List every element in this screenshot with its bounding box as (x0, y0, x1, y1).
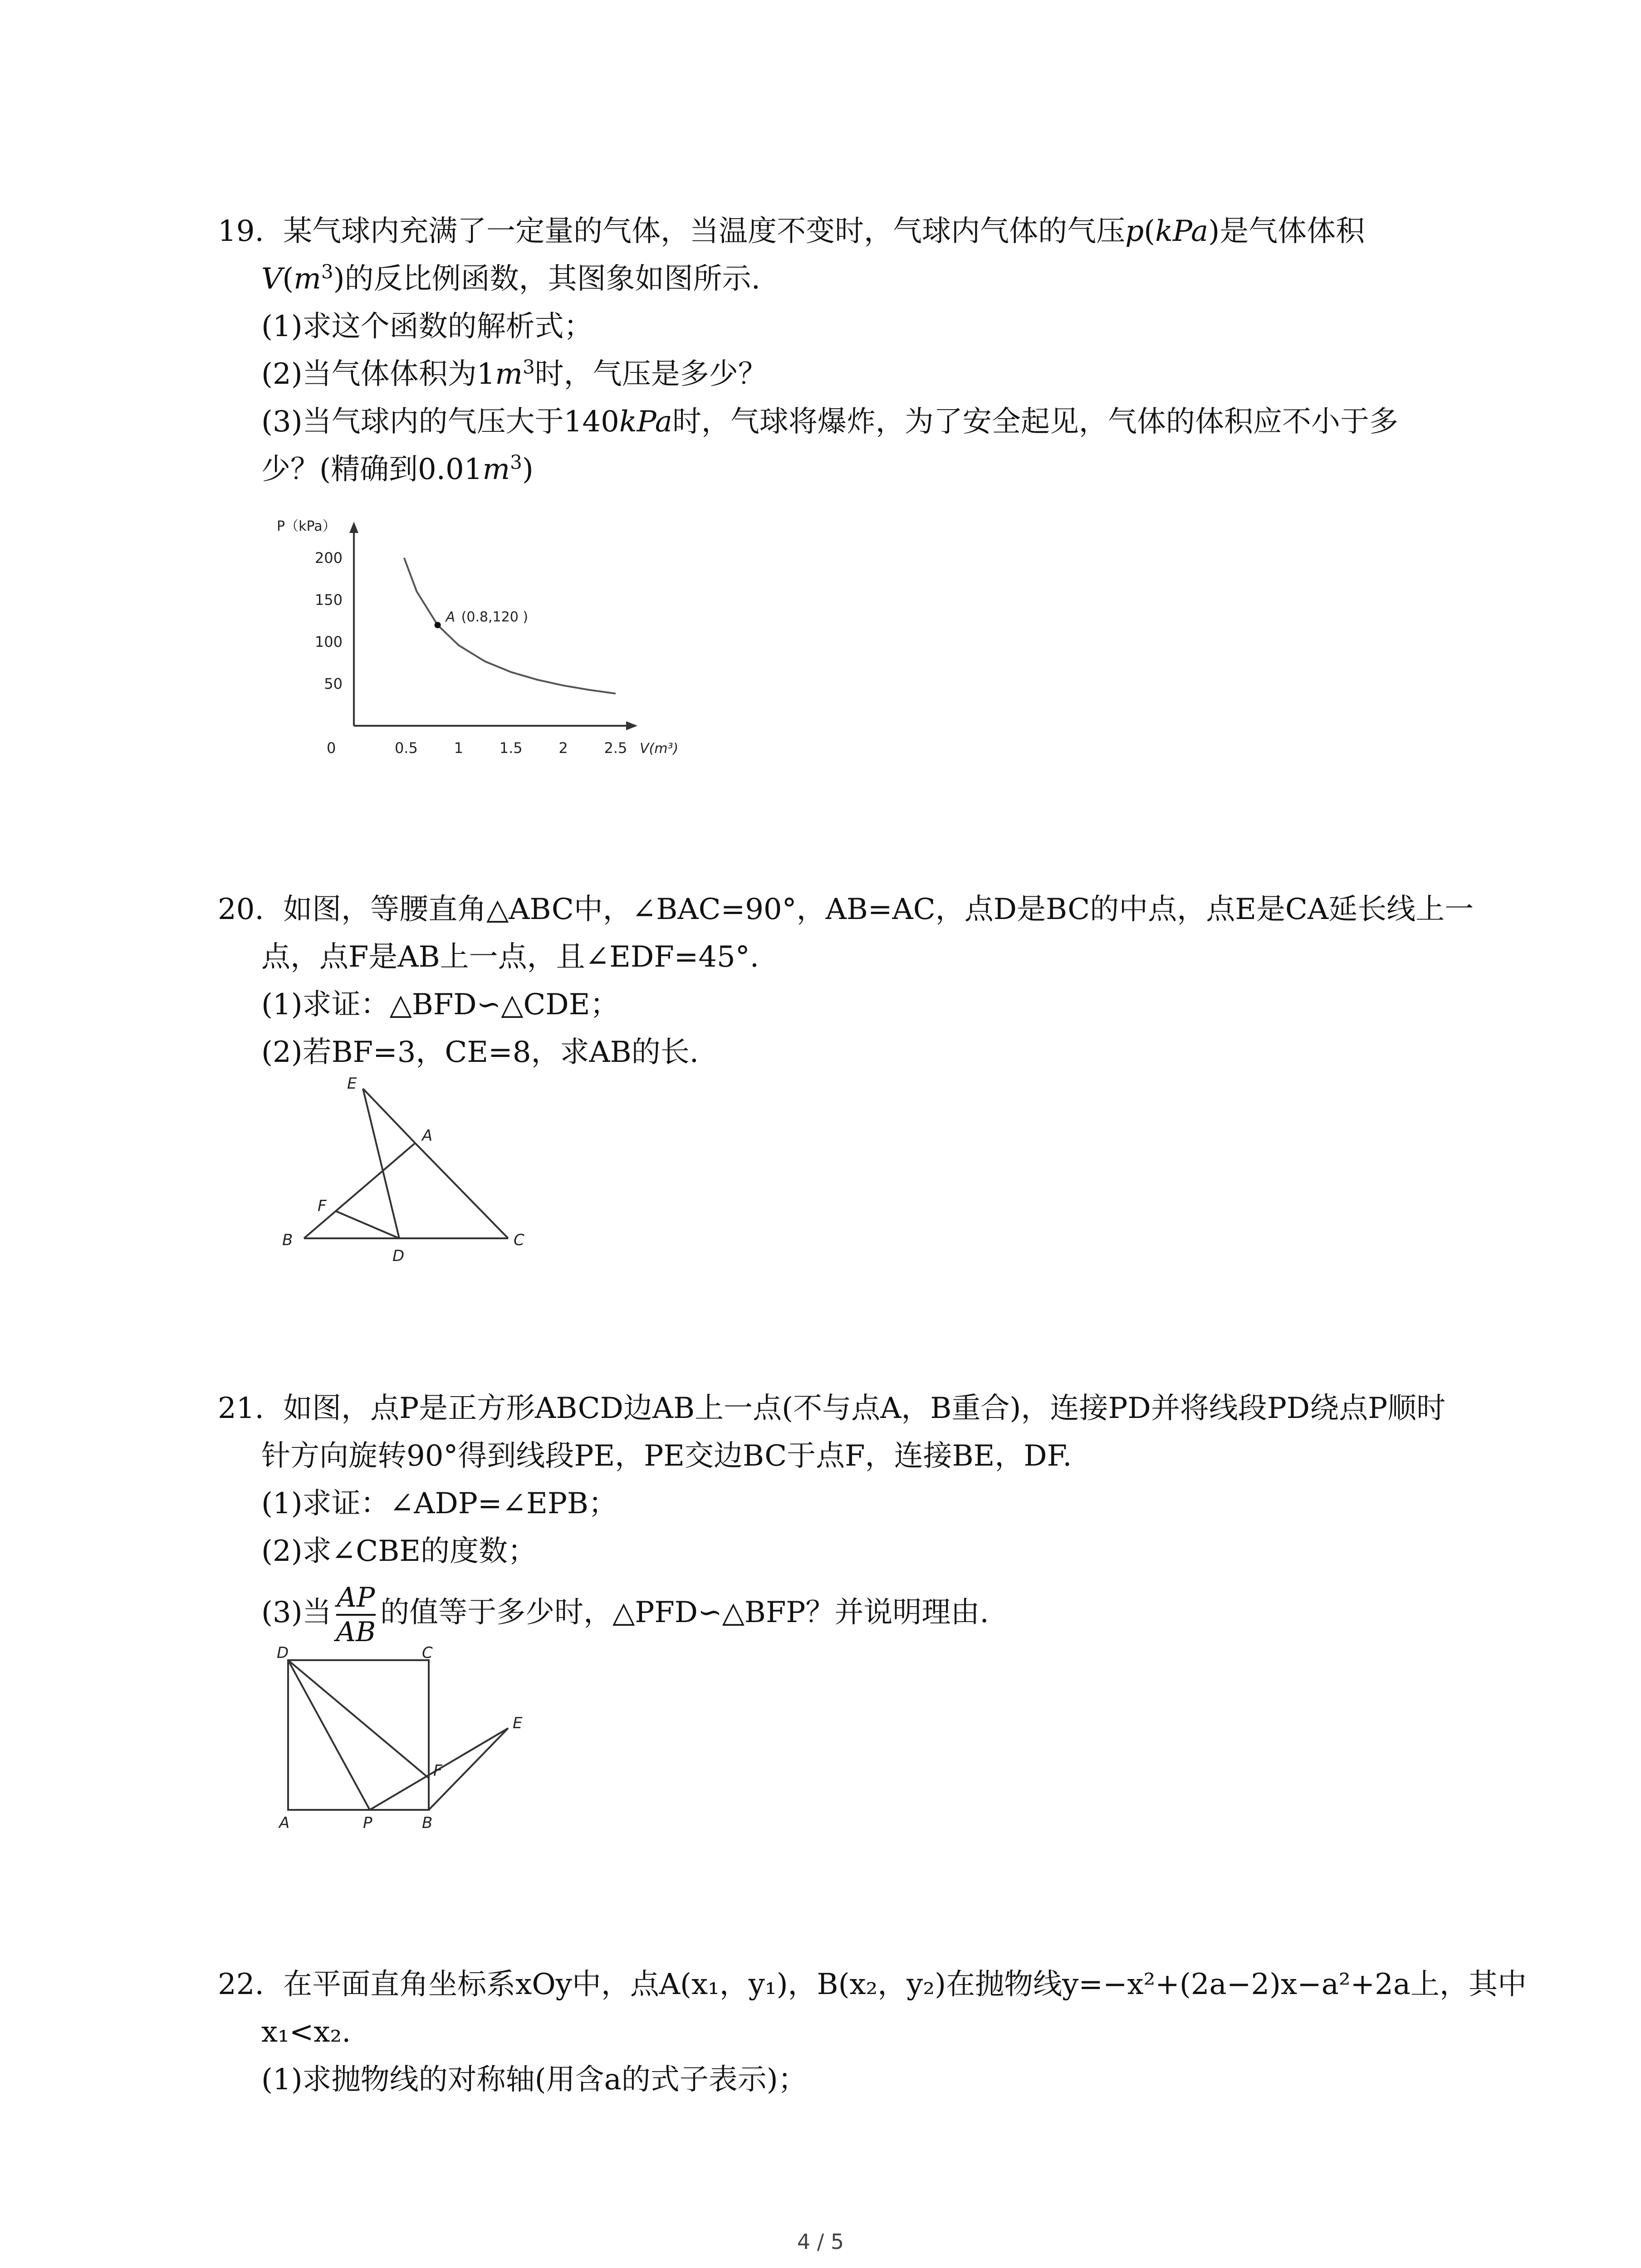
segment-ac (415, 1143, 508, 1238)
label-a: A (279, 1814, 290, 1832)
y-tick-label: 150 (314, 591, 343, 609)
triangle-figure (272, 1075, 544, 1270)
page-number: 4 / 5 (797, 2229, 844, 2254)
y-tick-label: 200 (314, 549, 343, 567)
chart-point-a (435, 609, 528, 628)
x-tick-label: 0.5 (394, 739, 418, 757)
problem-20-q2: (2)若BF=3，CE=8，求AB的长. (261, 1036, 699, 1069)
segment-df (288, 1660, 429, 1778)
problem-19-q3: (3)当气球内的气压大于140kPa时，气球将爆炸，为了安全起见，气体的体积应不小于多 (261, 405, 1398, 439)
label-c: C (514, 1231, 524, 1249)
x-tick-label: 2.5 (604, 739, 627, 757)
problem-21-q1: (1)求证：∠ADP=∠EPB； (261, 1487, 617, 1520)
y-axis-arrow (349, 522, 358, 533)
x-tick-label: 2 (558, 739, 568, 757)
label-f: F (318, 1197, 327, 1215)
label-b: B (422, 1814, 433, 1832)
y-tick-label: 50 (324, 675, 343, 693)
problem-22-line-1: 22. 在平面直角坐标系xOy中，点A(x₁，y₁)，B(x₂，y₂)在抛物线y=−x²+(2a−2)x−a²+2a上，其中 (218, 1968, 1527, 2001)
problem-22-q1: (1)求抛物线的对称轴(用含a的式子表示)； (261, 2063, 807, 2097)
point-a-marker (435, 622, 441, 628)
chart-axes (349, 522, 637, 730)
fraction-ap-ab: $\frac{AP}{AB}$ (336, 1581, 376, 1648)
problem-19-q3-cont: 少？(精确到$0.01m^3$) (261, 451, 534, 486)
segment-ae (363, 1089, 415, 1143)
segment-fd (336, 1211, 399, 1238)
problem-21-line-2: 针方向旋转90°得到线段PE，PE交边BC于点F，连接BE，DF. (261, 1439, 1072, 1473)
segment-dp (288, 1660, 370, 1810)
problem-20-line-2: 点，点F是AB上一点，且∠EDF=45°. (261, 940, 759, 974)
problem-20-line-1: 20. 如图，等腰直角△ABC中，∠BAC=90°，AB=AC，点D是BC的中点，点E是CA延长线上一 (218, 893, 1474, 926)
x-tick-label: 1 (454, 739, 463, 757)
problem-number: 20. (218, 893, 264, 926)
problem-19-q2: (2)当气体体积为$1m^3$时，气压是多少？ (261, 356, 767, 391)
problem-21-q3: (3)当 $\frac{AP}{AB}$ 的值等于多少时，△PFD∽△BFP？并说明理由. (261, 1581, 989, 1648)
origin-label: 0 (327, 739, 336, 757)
label-d: D (392, 1247, 405, 1265)
problem-20-q1: (1)求证：△BFD∽△CDE； (261, 988, 619, 1022)
x-tick-label: 1.5 (499, 739, 523, 757)
y-axis-label: P（kPa） (277, 518, 336, 534)
label-e: E (347, 1075, 357, 1093)
problem-21-q2: (2)求∠CBE的度数； (261, 1535, 537, 1568)
point-a-label: A (446, 609, 456, 625)
label-f: F (433, 1762, 442, 1780)
chart-tick-labels (277, 518, 678, 757)
problem-22-line-2: x₁<x₂. (261, 2015, 351, 2049)
pressure-volume-chart (272, 513, 679, 776)
problem-19-line-1: 19. 某气球内充满了一定量的气体，当温度不变时，气球内气体的气压p(kPa)是气体体积 (218, 215, 1365, 248)
point-a-coords: (0.8,120 ) (461, 609, 529, 625)
y-tick-label: 100 (314, 633, 343, 650)
label-p: P (363, 1814, 372, 1832)
square-figure (268, 1640, 540, 1844)
label-a: A (422, 1127, 433, 1145)
label-b: B (282, 1231, 293, 1249)
problem-19-q1: (1)求这个函数的解析式； (261, 310, 593, 343)
label-e: E (513, 1714, 523, 1732)
label-d: D (277, 1644, 289, 1662)
label-c: C (422, 1644, 433, 1662)
problem-21-line-1: 21. 如图，点P是正方形ABCD边AB上一点(不与点A，B重合)，连接PD并将线段PD绕点P顺时 (218, 1392, 1446, 1425)
problem-number: 21. (218, 1392, 264, 1425)
segment-ba (304, 1143, 415, 1238)
segment-ed (363, 1089, 399, 1238)
x-axis-label: V(m³) (640, 741, 679, 757)
x-axis-arrow (626, 721, 637, 730)
problem-number: 19. (218, 215, 264, 248)
problem-19-line-2: $V(m^3)$的反比例函数，其图象如图所示. (261, 260, 760, 296)
problem-number: 22. (218, 1968, 264, 2001)
